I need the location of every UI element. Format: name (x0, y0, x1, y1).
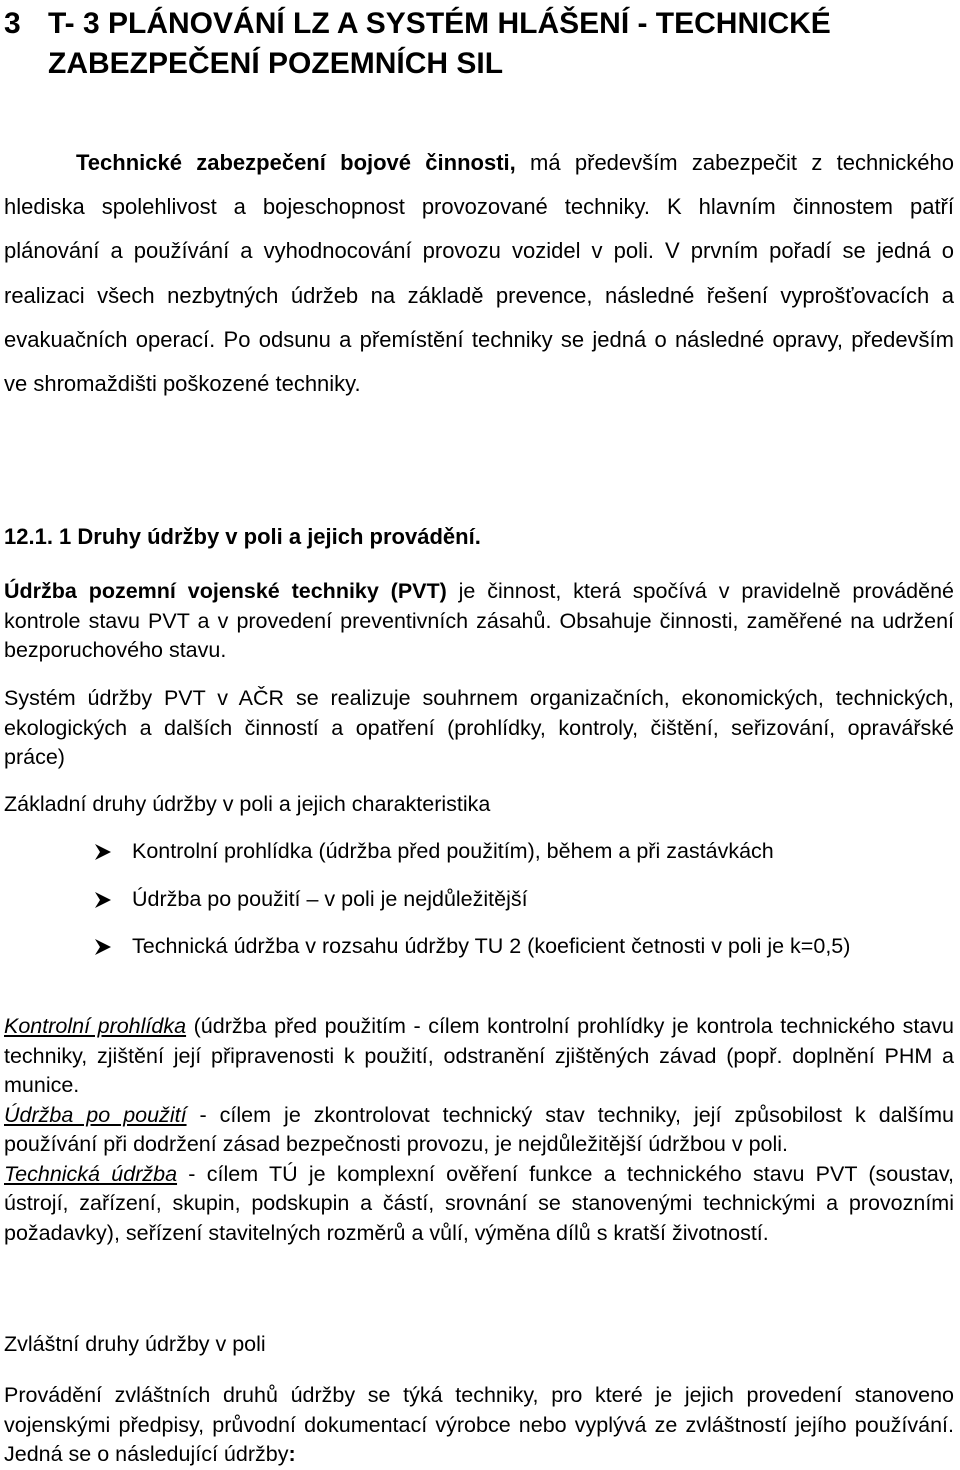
list-item (92, 885, 952, 915)
intro-lead: Technické zabezpečení bojové činnosti, (76, 150, 516, 175)
special-types-text: Provádění zvláštních druhů údržby se týká techniky, pro které je jejich provedení stanoveno vojenskými předpisy, průvodní dokumentací výrobce nebo vyplývá ze zvláštností jejího používání. Jedná se o následující údržby (4, 1383, 954, 1466)
maintenance-system-paragraph: Systém údržby PVT v AČR se realizuje souhrnem organizačních, ekonomických, technických, ekologických a dalších činností a opatření (prohlídky, kontroly, čištění, seřizování, opravářské práce) (4, 686, 954, 769)
definition-text: - cílem TÚ je komplexní ověření funkce a technického stavu PVT (soustav, ústrojí, zařízení, skupin, podskupin a částí, srovnání se stanovenými technickými a provozními požadavky), seřízení stavitelných rozměrů a vůlí, výměna dílů s kratší životností. (4, 1161, 954, 1245)
definition-term: Technická údržba (4, 1161, 178, 1186)
list-item-text: Údržba po použití – v poli je nejdůležitější (132, 886, 528, 911)
definitions-block (4, 1012, 954, 1248)
intro-paragraph (4, 141, 954, 406)
maintenance-definition-paragraph (4, 577, 954, 666)
maintenance-text: je činnost, která spočívá v pravidelně prováděné kontrole stavu PVT a v provedení preventivních zásahů. Obsahuje činnosti, zaměřené na udržení bezporuchového stavu. (4, 579, 954, 662)
maintenance-types-list (92, 837, 952, 980)
chapter-heading (4, 4, 954, 84)
section-heading: 12.1. 1 Druhy údržby v poli a jejich provádění. (4, 524, 481, 549)
definition-paragraph (4, 1101, 954, 1160)
definition-paragraph (4, 1012, 954, 1101)
arrowhead-bullet-icon (92, 841, 114, 863)
definition-paragraph (4, 1160, 954, 1249)
intro-text: má především zabezpečit z technického hlediska spolehlivost a bojeschopnost provozované techniky. K hlavním činnostem patří plánování a používání a vyhodnocování provozu vozidel v poli. V prvním pořadí se jedná o realizaci všech nezbytných údržeb na základě prevence, následné řešení vyprošťovacích a evakuačních operací. Po odsunu a přemístění techniky se jedná o následné opravy, především ve shromaždišti poškozené techniky. (4, 150, 955, 397)
definition-term: Údržba po použití (4, 1102, 187, 1127)
definition-text: (údržba před použitím - cílem kontrolní prohlídky je kontrola technického stavu techniky, zjištění její připravenosti k použití, odstranění zjištěných závad (popř. doplnění PHM a munice. (4, 1014, 954, 1097)
arrowhead-bullet-icon (92, 936, 114, 958)
special-types-colon: : (288, 1442, 296, 1466)
list-item (92, 932, 952, 962)
list-item-text: Technická údržba v rozsahu údržby TU 2 (koeficient četnosti v poli je k=0,5) (132, 934, 851, 958)
definition-term: Kontrolní prohlídka (4, 1014, 187, 1038)
chapter-number: 3 (4, 7, 21, 40)
arrowhead-bullet-icon (92, 889, 114, 911)
basic-types-heading: Základní druhy údržby v poli a jejich charakteristika (4, 792, 491, 816)
definition-text: - cílem je zkontrolovat technický stav techniky, její způsobilost k dalšímu používání při dodržení zásad bezpečnosti provozu, je nejdůležitější údržbou v poli. (4, 1102, 954, 1156)
chapter-title: T- 3 PLÁNOVÁNÍ LZ A SYSTÉM HLÁŠENÍ - TECHNICKÉ ZABEZPEČENÍ POZEMNÍCH SIL (48, 7, 831, 80)
list-item (92, 837, 952, 867)
special-types-paragraph (4, 1381, 954, 1470)
maintenance-term: Údržba pozemní vojenské techniky (PVT) (4, 579, 447, 603)
special-types-heading: Zvláštní druhy údržby v poli (4, 1332, 266, 1356)
list-item-text: Kontrolní prohlídka (údržba před použitím), během a při zastávkách (132, 839, 774, 863)
